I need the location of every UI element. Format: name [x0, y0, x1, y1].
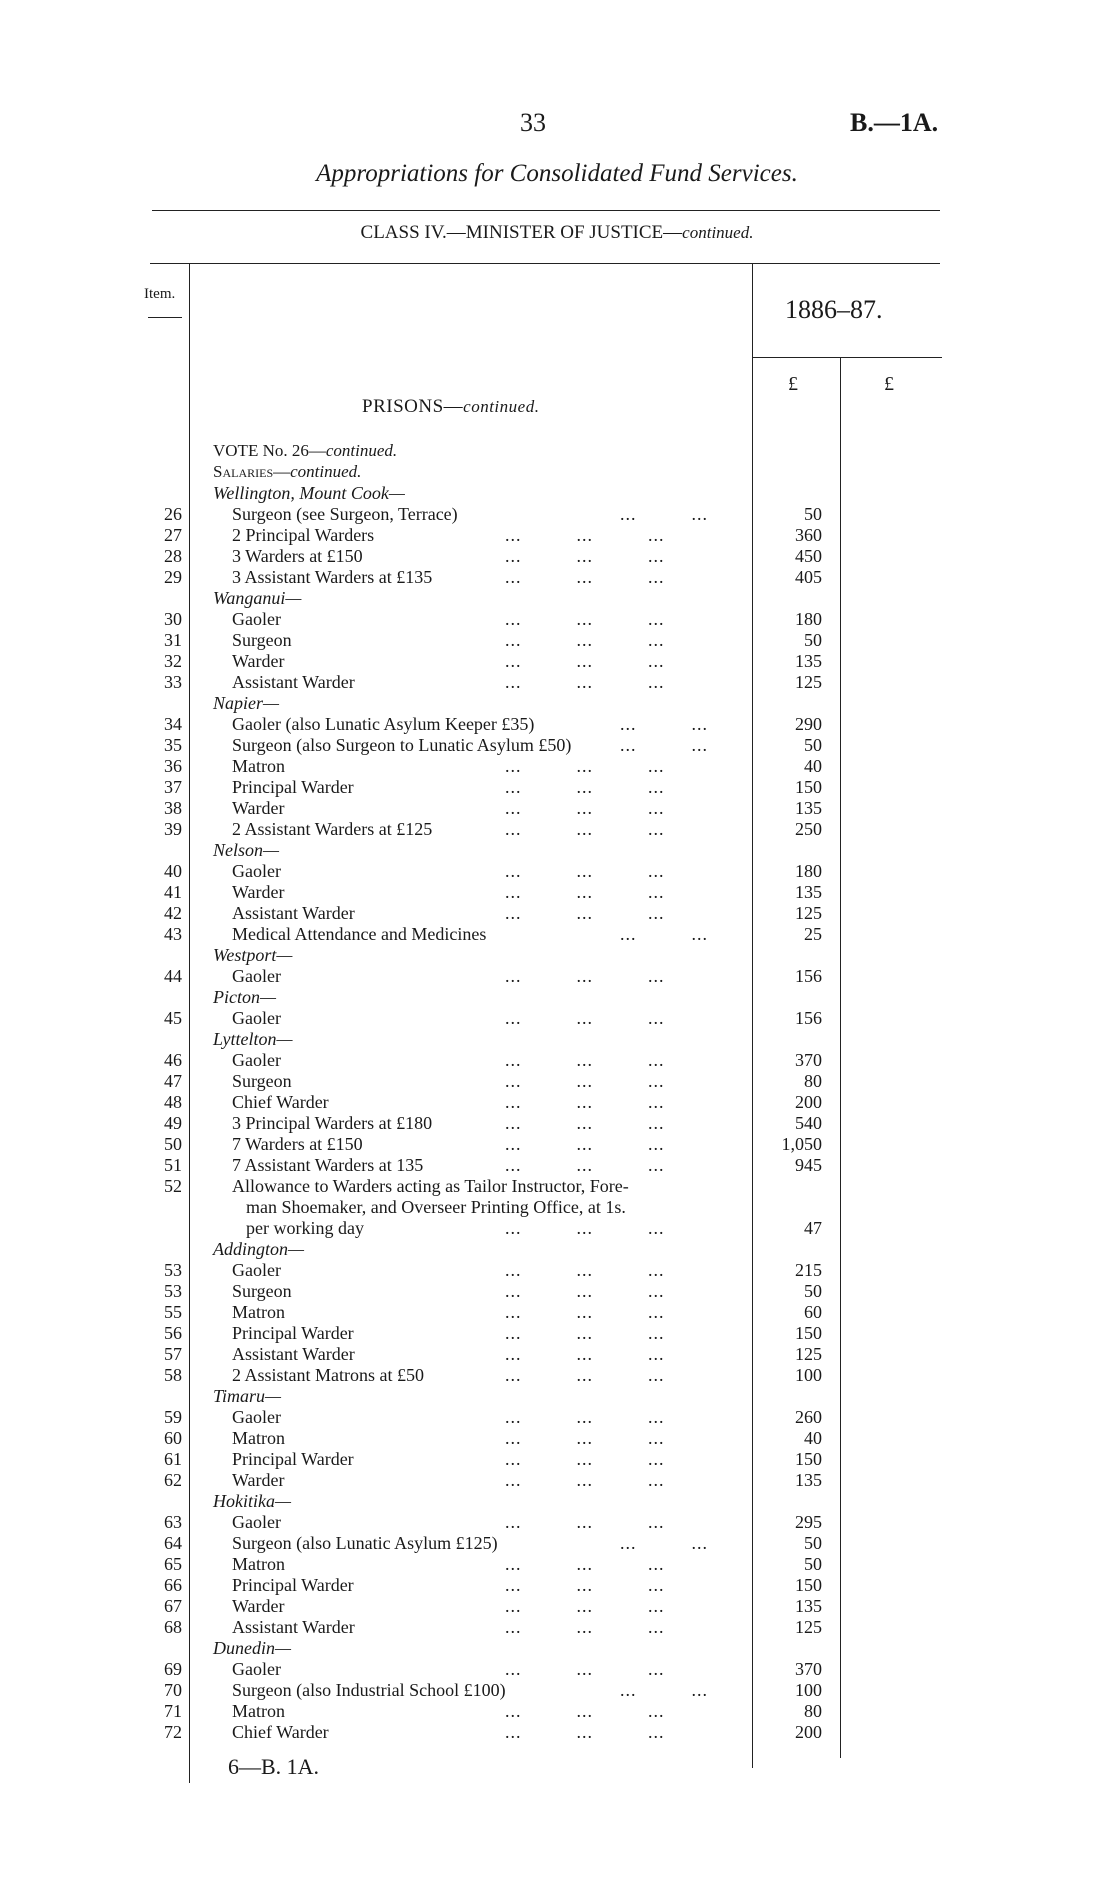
prisons-heading-text: PRISONS— — [362, 396, 464, 417]
class-heading-suffix: continued. — [682, 223, 754, 242]
item-description: Surgeon — [232, 630, 292, 650]
item-amount: 450 — [795, 546, 822, 566]
pound-symbol-col1: £ — [788, 373, 798, 395]
leader-dots: ... ... ... — [505, 1596, 665, 1616]
item-description: 3 Assistant Warders at £135 — [232, 567, 433, 587]
item-amount: 370 — [795, 1050, 822, 1070]
table-row — [0, 609, 1114, 630]
leader-dots: ... ... ... — [505, 798, 665, 818]
item-description: Warder — [232, 798, 285, 818]
pound-symbol-col2: £ — [884, 373, 894, 395]
year-header-rule — [752, 357, 942, 358]
item-number: 41 — [164, 882, 182, 902]
item-amount: 180 — [795, 609, 822, 629]
leader-dots: ... ... — [620, 1533, 708, 1553]
item-amount: 125 — [795, 672, 822, 692]
item-description: 2 Principal Warders — [232, 525, 375, 545]
leader-dots: ... ... ... — [505, 1050, 665, 1070]
item-number: 37 — [164, 777, 182, 797]
leader-dots: ... ... ... — [505, 1470, 665, 1490]
item-description: 2 Assistant Warders at £125 — [232, 819, 433, 839]
leader-dots: ... ... ... — [505, 1512, 665, 1532]
allowance-line: Allowance to Warders acting as Tailor Instructor, Fore- — [232, 1176, 629, 1196]
item-number: 47 — [164, 1071, 182, 1091]
item-number: 50 — [164, 1134, 182, 1154]
leader-dots: ... ... ... — [505, 1617, 665, 1637]
leader-dots: ... ... ... — [505, 651, 665, 671]
table-row — [0, 735, 1114, 756]
table-row — [0, 714, 1114, 735]
leader-dots: ... ... ... — [505, 1407, 665, 1427]
item-amount: 135 — [795, 882, 822, 902]
item-amount: 50 — [804, 504, 822, 524]
item-number: 28 — [164, 546, 182, 566]
item-amount: 100 — [795, 1365, 822, 1385]
item-description: Matron — [232, 756, 285, 776]
item-number: 46 — [164, 1050, 182, 1070]
item-number: 64 — [164, 1533, 182, 1553]
station-heading: Picton— — [213, 987, 276, 1007]
item-amount: 295 — [795, 1512, 822, 1532]
leader-dots: ... ... ... — [505, 1302, 665, 1322]
table-row — [0, 1533, 1114, 1554]
table-row — [0, 882, 1114, 903]
table-row — [0, 525, 1114, 546]
item-description: Gaoler — [232, 1407, 281, 1427]
item-amount: 405 — [795, 567, 822, 587]
leader-dots: ... ... ... — [505, 882, 665, 902]
item-amount: 25 — [804, 924, 822, 944]
year-column-header: 1886–87. — [785, 295, 883, 324]
item-number: 66 — [164, 1575, 182, 1595]
item-number: 49 — [164, 1113, 182, 1133]
item-number: 63 — [164, 1512, 182, 1532]
table-row — [0, 861, 1114, 882]
item-number: 26 — [164, 504, 182, 524]
item-description: Matron — [232, 1428, 285, 1448]
table-row — [0, 1659, 1114, 1680]
item-number: 65 — [164, 1554, 182, 1574]
table-row — [0, 798, 1114, 819]
item-amount: 156 — [795, 966, 822, 986]
station-heading: Lyttelton— — [213, 1029, 293, 1049]
item-amount: 290 — [795, 714, 822, 734]
item-description: Assistant Warder — [232, 1344, 355, 1364]
item-description: Warder — [232, 651, 285, 671]
item-number: 58 — [164, 1365, 182, 1385]
item-number: 39 — [164, 819, 182, 839]
leader-dots: ... ... ... — [505, 609, 665, 629]
leader-dots: ... ... ... — [505, 861, 665, 881]
station-heading: Wellington, Mount Cook— — [213, 483, 405, 503]
leader-dots: ... ... ... — [505, 1344, 665, 1364]
item-description: 2 Assistant Matrons at £50 — [232, 1365, 424, 1385]
item-number: 42 — [164, 903, 182, 923]
item-description: Assistant Warder — [232, 672, 355, 692]
table-row — [0, 1596, 1114, 1617]
item-description: Assistant Warder — [232, 1617, 355, 1637]
table-row — [0, 1050, 1114, 1071]
salaries-heading — [213, 462, 361, 482]
page-footer: 6—B. 1A. — [228, 1754, 320, 1779]
item-number: 29 — [164, 567, 182, 587]
vote-heading-text: VOTE No. 26— — [213, 441, 326, 460]
leader-dots: ... ... ... — [505, 903, 665, 923]
table-row — [0, 777, 1114, 798]
table-row — [0, 924, 1114, 945]
item-header-rule — [148, 317, 182, 318]
item-number: 51 — [164, 1155, 182, 1175]
item-description: Gaoler (also Lunatic Asylum Keeper £35) — [232, 714, 535, 734]
item-description: Gaoler — [232, 1659, 281, 1679]
item-amount: 60 — [804, 1302, 822, 1322]
item-number: 62 — [164, 1470, 182, 1490]
table-row — [0, 1260, 1114, 1281]
item-amount: 200 — [795, 1722, 822, 1742]
item-number: 45 — [164, 1008, 182, 1028]
item-number: 36 — [164, 756, 182, 776]
leader-dots: ... ... ... — [505, 1554, 665, 1574]
item-number: 38 — [164, 798, 182, 818]
item-amount: 260 — [795, 1407, 822, 1427]
station-heading: Nelson— — [213, 840, 280, 860]
item-description: Matron — [232, 1302, 285, 1322]
item-description: Principal Warder — [232, 1449, 354, 1469]
item-description: Gaoler — [232, 609, 281, 629]
leader-dots: ... ... — [620, 735, 708, 755]
item-number: 53 — [164, 1281, 182, 1301]
item-description: 7 Warders at £150 — [232, 1134, 363, 1154]
item-amount: 360 — [795, 525, 822, 545]
page-title: Appropriations for Consolidated Fund Services. — [316, 160, 798, 187]
item-amount: 150 — [795, 1449, 822, 1469]
item-amount: 150 — [795, 777, 822, 797]
item-description: Surgeon (see Surgeon, Terrace) — [232, 504, 458, 524]
leader-dots: ... ... ... — [505, 630, 665, 650]
item-description: Gaoler — [232, 861, 281, 881]
table-row — [0, 630, 1114, 651]
leader-dots: ... ... ... — [505, 1071, 665, 1091]
item-number: 27 — [164, 525, 182, 545]
vote-heading — [213, 441, 397, 461]
salaries-heading-suffix: continued. — [290, 462, 362, 481]
table-row — [0, 546, 1114, 567]
item-description: Matron — [232, 1554, 285, 1574]
leader-dots: ... ... ... — [505, 1575, 665, 1595]
item-description: Principal Warder — [232, 1323, 354, 1343]
table-row — [0, 1071, 1114, 1092]
item-amount: 125 — [795, 1617, 822, 1637]
item-description: Warder — [232, 882, 285, 902]
table-row — [0, 1302, 1114, 1323]
item-description: Surgeon (also Industrial School £100) — [232, 1680, 506, 1700]
leader-dots: ... ... ... — [505, 1428, 665, 1448]
item-number: 32 — [164, 651, 182, 671]
station-heading: Timaru— — [213, 1386, 282, 1406]
item-number: 30 — [164, 609, 182, 629]
item-description: 3 Warders at £150 — [232, 546, 363, 566]
table-row — [0, 1680, 1114, 1701]
leader-dots: ... ... ... — [505, 1281, 665, 1301]
item-description: Medical Attendance and Medicines — [232, 924, 487, 944]
station-heading: Napier— — [213, 693, 280, 713]
item-number: 60 — [164, 1428, 182, 1448]
table-row — [0, 1701, 1114, 1722]
table-row — [0, 1512, 1114, 1533]
item-description: Chief Warder — [232, 1092, 329, 1112]
table-top-rule — [150, 263, 940, 264]
table-row — [0, 1323, 1114, 1344]
item-description: Principal Warder — [232, 1575, 354, 1595]
table-row — [0, 1344, 1114, 1365]
item-amount: 945 — [795, 1155, 822, 1175]
item-description: Surgeon — [232, 1071, 292, 1091]
leader-dots: ... ... ... — [505, 1659, 665, 1679]
item-amount: 215 — [795, 1260, 822, 1280]
item-amount: 135 — [795, 651, 822, 671]
table-row — [0, 1281, 1114, 1302]
table-row — [0, 1092, 1114, 1113]
item-number: 57 — [164, 1344, 182, 1364]
leader-dots: ... ... — [620, 1680, 708, 1700]
item-number: 52 — [164, 1176, 182, 1196]
leader-dots: ... ... ... — [505, 966, 665, 986]
item-amount: 135 — [795, 1470, 822, 1490]
item-description: Matron — [232, 1701, 285, 1721]
item-amount: 50 — [804, 1533, 822, 1553]
item-number: 35 — [164, 735, 182, 755]
leader-dots: ... ... ... — [505, 1722, 665, 1742]
item-description: Gaoler — [232, 1512, 281, 1532]
item-amount: 250 — [795, 819, 822, 839]
table-row — [0, 1428, 1114, 1449]
item-amount: 80 — [804, 1071, 822, 1091]
table-row — [0, 1575, 1114, 1596]
leader-dots: ... ... ... — [505, 777, 665, 797]
item-amount: 50 — [804, 630, 822, 650]
leader-dots: ... ... — [620, 714, 708, 734]
item-column-header: Item. — [144, 286, 176, 302]
item-amount: 135 — [795, 798, 822, 818]
leader-dots: ... ... ... — [505, 525, 665, 545]
prisons-heading-suffix: continued. — [463, 397, 540, 416]
item-number: 68 — [164, 1617, 182, 1637]
item-description: Chief Warder — [232, 1722, 329, 1742]
salaries-heading-text: Salaries— — [213, 462, 291, 481]
table-row — [0, 1407, 1114, 1428]
vote-heading-suffix: continued. — [325, 441, 398, 460]
leader-dots: ... ... ... — [505, 1260, 665, 1280]
item-number: 31 — [164, 630, 182, 650]
item-number: 67 — [164, 1596, 182, 1616]
item-amount: 1,050 — [781, 1134, 822, 1154]
station-heading: Dunedin— — [213, 1638, 291, 1658]
table-row — [0, 1470, 1114, 1491]
table-row — [0, 1617, 1114, 1638]
table-row — [0, 1008, 1114, 1029]
item-amount: 47 — [804, 1218, 822, 1238]
item-description: 7 Assistant Warders at 135 — [232, 1155, 424, 1175]
leader-dots: ... ... ... — [505, 1155, 665, 1175]
item-amount: 540 — [795, 1113, 822, 1133]
class-heading-text: CLASS IV.—MINISTER OF JUSTICE— — [360, 222, 683, 243]
item-description: Gaoler — [232, 1260, 281, 1280]
table-row — [0, 1365, 1114, 1386]
item-amount: 200 — [795, 1092, 822, 1112]
table-row — [0, 756, 1114, 777]
item-amount: 40 — [804, 1428, 822, 1448]
leader-dots: ... ... ... — [505, 567, 665, 587]
class-heading — [0, 222, 1114, 244]
item-description: Assistant Warder — [232, 903, 355, 923]
item-description: Warder — [232, 1470, 285, 1490]
item-amount: 150 — [795, 1575, 822, 1595]
table-row — [0, 567, 1114, 588]
station-heading: Wanganui— — [213, 588, 302, 608]
item-description: Surgeon — [232, 1281, 292, 1301]
item-number: 33 — [164, 672, 182, 692]
table-row — [0, 903, 1114, 924]
allowance-line: per working day — [246, 1218, 364, 1238]
item-description: 3 Principal Warders at £180 — [232, 1113, 433, 1133]
item-number: 70 — [164, 1680, 182, 1700]
item-description: Surgeon (also Lunatic Asylum £125) — [232, 1533, 498, 1553]
item-number: 59 — [164, 1407, 182, 1427]
station-heading: Addington— — [213, 1239, 305, 1259]
item-amount: 135 — [795, 1596, 822, 1616]
leader-dots: ... ... ... — [505, 1449, 665, 1469]
leader-dots: ... ... — [620, 504, 708, 524]
item-number: 44 — [164, 966, 182, 986]
table-row — [0, 1134, 1114, 1155]
item-number: 56 — [164, 1323, 182, 1343]
table-row — [0, 1113, 1114, 1134]
table-row — [0, 1554, 1114, 1575]
item-amount: 150 — [795, 1323, 822, 1343]
station-heading: Hokitika— — [213, 1491, 291, 1511]
table-row — [0, 819, 1114, 840]
leader-dots: ... ... ... — [505, 1113, 665, 1133]
prisons-heading — [362, 396, 539, 418]
station-heading: Westport— — [213, 945, 293, 965]
item-amount: 80 — [804, 1701, 822, 1721]
item-number: 61 — [164, 1449, 182, 1469]
item-number: 72 — [164, 1722, 182, 1742]
item-amount: 50 — [804, 1554, 822, 1574]
page-number: 33 — [520, 108, 546, 137]
item-description: Warder — [232, 1596, 285, 1616]
item-amount: 40 — [804, 756, 822, 776]
table-row — [0, 504, 1114, 525]
allowance-line: man Shoemaker, and Overseer Printing Office, at 1s. — [246, 1197, 626, 1217]
item-number: 48 — [164, 1092, 182, 1112]
report-reference: B.—1A. — [850, 108, 939, 137]
leader-dots: ... ... ... — [505, 1323, 665, 1343]
item-number: 53 — [164, 1260, 182, 1280]
item-amount: 370 — [795, 1659, 822, 1679]
item-amount: 156 — [795, 1008, 822, 1028]
item-amount: 50 — [804, 1281, 822, 1301]
leader-dots: ... ... ... — [505, 1365, 665, 1385]
item-number: 55 — [164, 1302, 182, 1322]
leader-dots: ... ... ... — [505, 819, 665, 839]
item-number: 40 — [164, 861, 182, 881]
table-row — [0, 1449, 1114, 1470]
item-description: Principal Warder — [232, 777, 354, 797]
item-amount: 125 — [795, 903, 822, 923]
item-description: Surgeon (also Surgeon to Lunatic Asylum £50) — [232, 735, 572, 755]
item-amount: 50 — [804, 735, 822, 755]
table-row — [0, 1155, 1114, 1176]
item-number: 34 — [164, 714, 182, 734]
leader-dots: ... ... ... — [505, 672, 665, 692]
item-description: Gaoler — [232, 1008, 281, 1028]
leader-dots: ... ... ... — [505, 1008, 665, 1028]
item-amount: 180 — [795, 861, 822, 881]
item-description: Gaoler — [232, 966, 281, 986]
leader-dots: ... ... ... — [505, 1701, 665, 1721]
leader-dots: ... ... ... — [505, 546, 665, 566]
leader-dots: ... ... ... — [505, 1218, 665, 1238]
table-row — [0, 966, 1114, 987]
item-number: 71 — [164, 1701, 182, 1721]
leader-dots: ... ... ... — [505, 1092, 665, 1112]
item-amount: 125 — [795, 1344, 822, 1364]
title-rule — [152, 210, 940, 211]
item-number: 43 — [164, 924, 182, 944]
table-row — [0, 672, 1114, 693]
table-row — [0, 1722, 1114, 1743]
leader-dots: ... ... — [620, 924, 708, 944]
table-row — [0, 651, 1114, 672]
leader-dots: ... ... ... — [505, 756, 665, 776]
item-amount: 100 — [795, 1680, 822, 1700]
leader-dots: ... ... ... — [505, 1134, 665, 1154]
item-description: Gaoler — [232, 1050, 281, 1070]
item-number: 69 — [164, 1659, 182, 1679]
